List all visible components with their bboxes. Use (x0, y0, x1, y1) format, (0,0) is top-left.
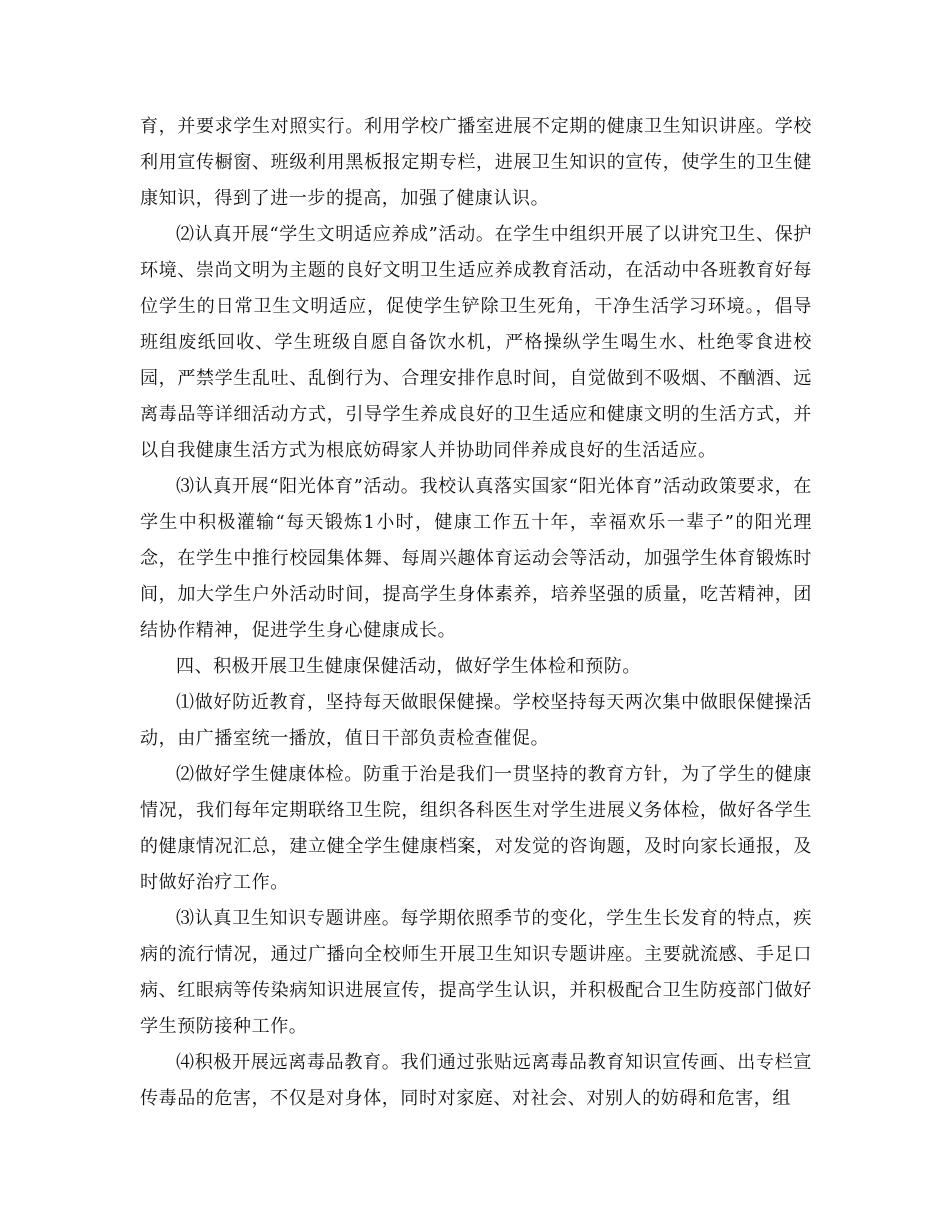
document-body (140, 109, 812, 1117)
paragraph-2: ⑵认真开展“学生文明适应养成”活动。在学生中组织开展了以讲究卫生、保护环境、崇尚文明为主题的良好文明卫生适应养成教育活动，在活动中各班教育好每位学生的日常卫生文明适应，促使学生铲除卫生死角，干净生活学习环境。，倡导班组废纸回收、学生班级自愿自备饮水机，严格操纵学生喝生水、杜绝零食进校园，严禁学生乱吐、乱倒行为、合理安排作息时间，自觉做到不吸烟、不酗酒、远离毒品等详细活动方式，引导学生养成良好的卫生适应和健康文明的生活方式，并以自我健康生活方式为根底妨碍家人并协助同伴养成良好的生活适应。 (140, 224, 812, 461)
section-heading-4: 四、积极开展卫生健康保健活动，做好学生体检和预防。 (176, 656, 641, 677)
paragraph-3: ⑶认真开展“阳光体育”活动。我校认真落实国家“阳光体育”活动政策要求，在学生中积极灌输“每天锻炼1小时，健康工作五十年，幸福欢乐一辈子”的阳光理念，在学生中推行校园集体舞、每周兴趣体育运动会等活动，加强学生体育锻炼时间，加大学生户外活动时间，提高学生身体素养，培养坚强的质量，吃苦精神，团结协作精神，促进学生身心健康成长。 (140, 476, 812, 641)
paragraph-7: ⑶认真卫生知识专题讲座。每学期依照季节的变化，学生生长发育的特点，疾病的流行情况，通过广播向全校师生开展卫生知识专题讲座。主要就流感、手足口病、红眼病等传染病知识进展宣传，提高学生认识，并积极配合卫生防疫部门做好学生预防接种工作。 (140, 908, 812, 1037)
paragraph-8: ⑷积极开展远离毒品教育。我们通过张贴远离毒品教育知识宣传画、出专栏宣传毒品的危害，不仅是对身体，同时对家庭、对社会、对别人的妨碍和危害，组 (140, 1052, 812, 1109)
paragraph-5: ⑴做好防近教育，坚持每天做眼保健操。学校坚持每天两次集中做眼保健操活动，由广播室统一播放，值日干部负责检查催促。 (140, 692, 812, 749)
paragraph-1: 育，并要求学生对照实行。利用学校广播室进展不定期的健康卫生知识讲座。学校利用宣传橱窗、班级利用黑板报定期专栏，进展卫生知识的宣传，使学生的卫生健康知识，得到了进一步的提高，加强了健康认识。 (140, 116, 812, 209)
paragraph-6: ⑵做好学生健康体检。防重于治是我们一贯坚持的教育方针，为了学生的健康情况，我们每年定期联络卫生院，组织各科医生对学生进展义务体检，做好各学生的健康情况汇总，建立健全学生健康档案，对发觉的咨询题，及时向家长通报，及时做好治疗工作。 (140, 764, 812, 893)
